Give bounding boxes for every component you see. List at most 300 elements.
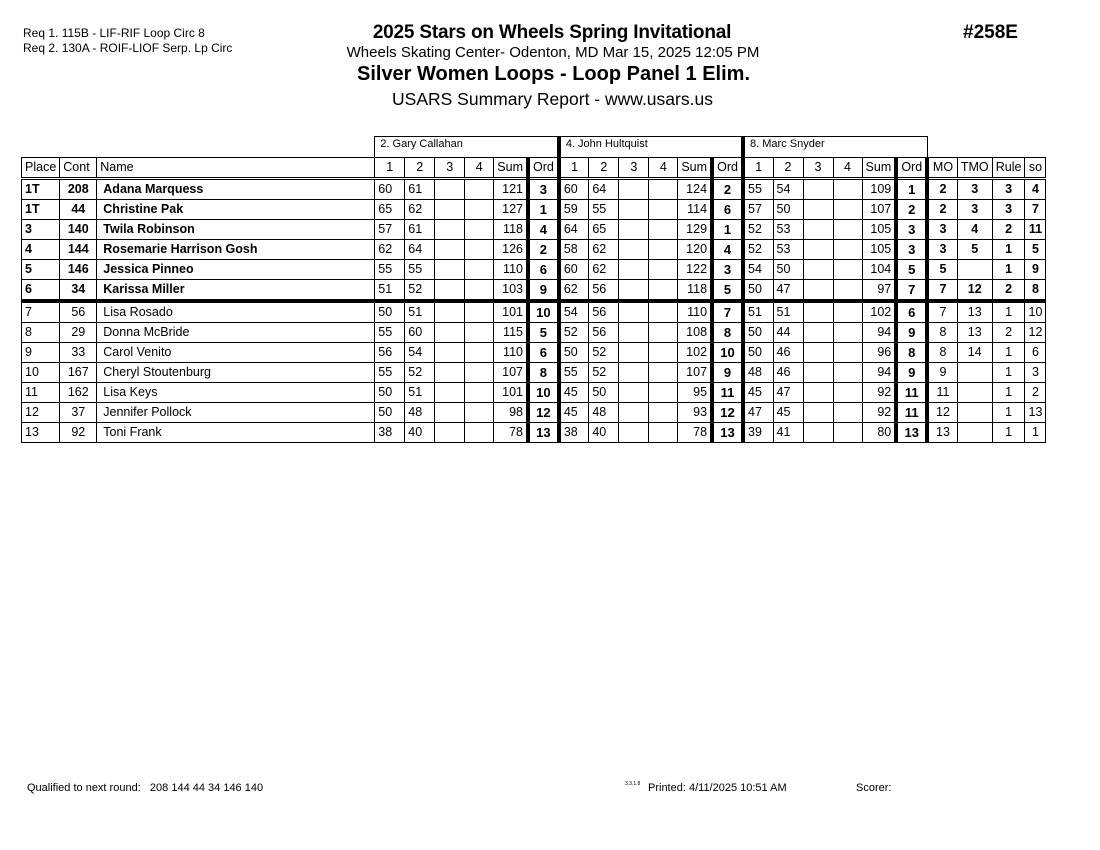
judge1-score-4 xyxy=(465,260,494,280)
table-row xyxy=(22,343,1046,363)
judge3-ordinal: 3 xyxy=(896,240,927,260)
col-judge2-sum: Sum xyxy=(678,158,712,179)
judge3-sum: 94 xyxy=(862,363,896,383)
rule-cell: 1 xyxy=(992,260,1025,280)
judge1-ordinal: 1 xyxy=(528,200,559,220)
judge1-sum: 78 xyxy=(494,423,528,443)
judge3-score-2: 46 xyxy=(773,343,803,363)
judge2-sum: 107 xyxy=(678,363,712,383)
tmo-cell xyxy=(957,363,992,383)
judge1-score-2: 61 xyxy=(405,179,435,200)
blank-cell xyxy=(22,137,375,158)
mo-cell: 8 xyxy=(927,323,957,343)
judge3-ordinal: 3 xyxy=(896,220,927,240)
judge3-score-3 xyxy=(803,343,833,363)
judge2-sum: 102 xyxy=(678,343,712,363)
place-cell: 3 xyxy=(22,220,60,240)
judge3-score-2: 41 xyxy=(773,423,803,443)
judge1-score-2: 61 xyxy=(405,220,435,240)
judge2-score-2: 56 xyxy=(589,280,619,302)
judge2-score-2: 52 xyxy=(589,363,619,383)
judge1-ordinal: 6 xyxy=(528,343,559,363)
judge2-ordinal: 3 xyxy=(712,260,743,280)
tmo-cell: 3 xyxy=(957,179,992,200)
judge3-score-1: 47 xyxy=(743,403,773,423)
judge2-sum: 93 xyxy=(678,403,712,423)
judge3-score-4 xyxy=(833,280,862,302)
judge2-sum: 95 xyxy=(678,383,712,403)
judge3-score-3 xyxy=(803,220,833,240)
judge1-score-1: 51 xyxy=(375,280,405,302)
col-judge2-2: 2 xyxy=(589,158,619,179)
cont-cell: 162 xyxy=(60,383,97,403)
col-judge2-ord: Ord xyxy=(712,158,743,179)
requirement-2: Req 2. 130A - ROIF-LIOF Serp. Lp Circ xyxy=(23,41,233,55)
tmo-cell xyxy=(957,423,992,443)
judge2-score-1: 38 xyxy=(559,423,589,443)
place-cell: 8 xyxy=(22,323,60,343)
tmo-cell xyxy=(957,403,992,423)
table-row xyxy=(22,323,1046,343)
mo-cell: 2 xyxy=(927,179,957,200)
judge3-score-4 xyxy=(833,323,862,343)
judge3-score-3 xyxy=(803,323,833,343)
judge1-sum: 98 xyxy=(494,403,528,423)
judge1-score-3 xyxy=(435,280,465,302)
skater-name-cell: Cheryl Stoutenburg xyxy=(97,363,375,383)
judge1-score-3 xyxy=(435,200,465,220)
cont-cell: 37 xyxy=(60,403,97,423)
tmo-cell: 12 xyxy=(957,280,992,302)
results-body xyxy=(22,137,1046,443)
rule-cell: 1 xyxy=(992,240,1025,260)
judge2-score-2: 55 xyxy=(589,200,619,220)
judge3-score-2: 46 xyxy=(773,363,803,383)
event-name: Silver Women Loops - Loop Panel 1 Elim. xyxy=(356,63,751,85)
judge3-sum: 96 xyxy=(862,343,896,363)
judge3-score-4 xyxy=(833,220,862,240)
judge1-sum: 115 xyxy=(494,323,528,343)
so-cell: 9 xyxy=(1025,260,1046,280)
tmo-cell xyxy=(957,383,992,403)
judge1-ordinal: 8 xyxy=(528,363,559,383)
judge1-score-2: 52 xyxy=(405,280,435,302)
judge2-score-2: 65 xyxy=(589,220,619,240)
judge2-score-1: 62 xyxy=(559,280,589,302)
judge2-sum: 124 xyxy=(678,179,712,200)
judge1-score-1: 38 xyxy=(375,423,405,443)
col-name: Name xyxy=(97,158,375,179)
judge3-score-2: 47 xyxy=(773,280,803,302)
judge2-score-2: 52 xyxy=(589,343,619,363)
so-cell: 4 xyxy=(1025,179,1046,200)
judge2-score-3 xyxy=(619,280,649,302)
judge3-score-1: 52 xyxy=(743,220,773,240)
col-judge2-3: 3 xyxy=(619,158,649,179)
judge3-score-2: 50 xyxy=(773,260,803,280)
judge1-score-1: 62 xyxy=(375,240,405,260)
mo-cell: 11 xyxy=(927,383,957,403)
judge2-sum: 120 xyxy=(678,240,712,260)
judge2-score-4 xyxy=(649,403,678,423)
judge1-score-3 xyxy=(435,301,465,323)
judge3-sum: 92 xyxy=(862,383,896,403)
mo-cell: 12 xyxy=(927,403,957,423)
col-judge1-sum: Sum xyxy=(494,158,528,179)
judge2-score-3 xyxy=(619,383,649,403)
judge3-score-4 xyxy=(833,403,862,423)
tmo-cell: 13 xyxy=(957,301,992,323)
judge1-score-4 xyxy=(465,200,494,220)
judge3-ordinal: 2 xyxy=(896,200,927,220)
judge3-score-4 xyxy=(833,343,862,363)
judge2-ordinal: 13 xyxy=(712,423,743,443)
judge1-score-4 xyxy=(465,179,494,200)
col-tmo: TMO xyxy=(957,158,992,179)
judge1-sum: 118 xyxy=(494,220,528,240)
judge1-sum: 110 xyxy=(494,260,528,280)
blank-cell xyxy=(927,137,1046,158)
table-row xyxy=(22,260,1046,280)
cont-cell: 34 xyxy=(60,280,97,302)
judge3-score-2: 50 xyxy=(773,200,803,220)
so-cell: 6 xyxy=(1025,343,1046,363)
col-judge1-4: 4 xyxy=(465,158,494,179)
judge2-score-1: 50 xyxy=(559,343,589,363)
judge2-ordinal: 4 xyxy=(712,240,743,260)
judge2-score-4 xyxy=(649,280,678,302)
judge2-score-2: 56 xyxy=(589,323,619,343)
judge3-score-1: 50 xyxy=(743,343,773,363)
judge1-sum: 101 xyxy=(494,301,528,323)
skater-name-cell: Karissa Miller xyxy=(97,280,375,302)
judge-header-3: 8. Marc Snyder xyxy=(743,137,927,158)
rule-cell: 1 xyxy=(992,363,1025,383)
judge3-score-1: 39 xyxy=(743,423,773,443)
report-type: USARS Summary Report - www.usars.us xyxy=(392,89,713,109)
table-row xyxy=(22,403,1046,423)
so-cell: 1 xyxy=(1025,423,1046,443)
judge1-score-4 xyxy=(465,403,494,423)
judge1-score-4 xyxy=(465,363,494,383)
judge1-score-3 xyxy=(435,260,465,280)
judge3-score-1: 57 xyxy=(743,200,773,220)
judge1-score-2: 60 xyxy=(405,323,435,343)
judge1-ordinal: 10 xyxy=(528,383,559,403)
judge3-score-1: 54 xyxy=(743,260,773,280)
judge2-score-4 xyxy=(649,363,678,383)
judge1-score-2: 51 xyxy=(405,383,435,403)
judge2-ordinal: 10 xyxy=(712,343,743,363)
judge1-score-4 xyxy=(465,323,494,343)
judge2-score-3 xyxy=(619,260,649,280)
event-name-row xyxy=(0,63,1100,86)
judge2-score-3 xyxy=(619,423,649,443)
judge1-score-2: 54 xyxy=(405,343,435,363)
judge2-score-2: 48 xyxy=(589,403,619,423)
judge2-score-2: 62 xyxy=(589,240,619,260)
place-cell: 4 xyxy=(22,240,60,260)
judge3-score-2: 51 xyxy=(773,301,803,323)
judge1-score-3 xyxy=(435,383,465,403)
scorer-label: Scorer: xyxy=(856,782,892,794)
judge1-score-4 xyxy=(465,423,494,443)
col-mo: MO xyxy=(927,158,957,179)
judge3-score-3 xyxy=(803,280,833,302)
judge1-score-4 xyxy=(465,220,494,240)
col-place: Place xyxy=(22,158,60,179)
place-cell: 1T xyxy=(22,200,60,220)
requirement-1: Req 1. 115B - LIF-RIF Loop Circ 8 xyxy=(23,26,205,40)
col-judge1-1: 1 xyxy=(375,158,405,179)
judge1-ordinal: 2 xyxy=(528,240,559,260)
judge1-score-2: 64 xyxy=(405,240,435,260)
judge3-score-3 xyxy=(803,403,833,423)
col-judge3-1: 1 xyxy=(743,158,773,179)
judge3-sum: 105 xyxy=(862,220,896,240)
judge1-score-2: 48 xyxy=(405,403,435,423)
judge1-sum: 121 xyxy=(494,179,528,200)
judge1-score-1: 65 xyxy=(375,200,405,220)
place-cell: 11 xyxy=(22,383,60,403)
judge2-score-4 xyxy=(649,423,678,443)
col-judge2-4: 4 xyxy=(649,158,678,179)
judge1-score-1: 55 xyxy=(375,363,405,383)
judge1-ordinal: 6 xyxy=(528,260,559,280)
so-cell: 8 xyxy=(1025,280,1046,302)
judge2-score-4 xyxy=(649,179,678,200)
judge1-score-3 xyxy=(435,240,465,260)
mo-cell: 7 xyxy=(927,301,957,323)
judge3-score-2: 53 xyxy=(773,240,803,260)
judge1-score-4 xyxy=(465,383,494,403)
judge3-score-4 xyxy=(833,301,862,323)
venue-line: Wheels Skating Center- Odenton, MD Mar 15, 2025 12:05 PM xyxy=(346,44,760,61)
judge2-score-1: 45 xyxy=(559,403,589,423)
judge2-score-3 xyxy=(619,323,649,343)
judge2-score-4 xyxy=(649,220,678,240)
skater-name-cell: Twila Robinson xyxy=(97,220,375,240)
venue-row xyxy=(0,44,1100,61)
tmo-cell: 5 xyxy=(957,240,992,260)
judge3-sum: 80 xyxy=(862,423,896,443)
rule-cell: 1 xyxy=(992,403,1025,423)
judge1-sum: 107 xyxy=(494,363,528,383)
judge3-score-3 xyxy=(803,179,833,200)
judge2-score-4 xyxy=(649,200,678,220)
rule-cell: 1 xyxy=(992,343,1025,363)
judge2-score-1: 58 xyxy=(559,240,589,260)
judge3-score-2: 53 xyxy=(773,220,803,240)
so-cell: 12 xyxy=(1025,323,1046,343)
judge1-score-1: 50 xyxy=(375,301,405,323)
rule-cell: 2 xyxy=(992,220,1025,240)
cont-cell: 146 xyxy=(60,260,97,280)
judge3-sum: 107 xyxy=(862,200,896,220)
judges-header-row xyxy=(22,137,1046,158)
results-table xyxy=(21,136,1046,443)
tmo-cell: 13 xyxy=(957,323,992,343)
judge2-ordinal: 8 xyxy=(712,323,743,343)
judge2-score-1: 60 xyxy=(559,260,589,280)
event-title: 2025 Stars on Wheels Spring Invitational xyxy=(372,22,732,43)
judge1-ordinal: 10 xyxy=(528,301,559,323)
judge1-score-1: 55 xyxy=(375,323,405,343)
printed-timestamp: Printed: 4/11/2025 10:51 AM xyxy=(648,782,787,794)
judge1-score-3 xyxy=(435,343,465,363)
judge2-sum: 78 xyxy=(678,423,712,443)
col-cont: Cont xyxy=(60,158,97,179)
table-row xyxy=(22,200,1046,220)
so-cell: 3 xyxy=(1025,363,1046,383)
so-cell: 11 xyxy=(1025,220,1046,240)
judge3-ordinal: 7 xyxy=(896,280,927,302)
judge2-score-3 xyxy=(619,220,649,240)
mo-cell: 8 xyxy=(927,343,957,363)
judge3-score-2: 44 xyxy=(773,323,803,343)
col-judge3-2: 2 xyxy=(773,158,803,179)
judge-header-1: 2. Gary Callahan xyxy=(375,137,559,158)
judge2-score-1: 64 xyxy=(559,220,589,240)
judge3-score-4 xyxy=(833,260,862,280)
skater-name-cell: Donna McBride xyxy=(97,323,375,343)
rule-cell: 2 xyxy=(992,323,1025,343)
judge2-score-4 xyxy=(649,301,678,323)
skater-name-cell: Toni Frank xyxy=(97,423,375,443)
skater-name-cell: Jennifer Pollock xyxy=(97,403,375,423)
judge-header-2: 4. John Hultquist xyxy=(559,137,743,158)
place-cell: 6 xyxy=(22,280,60,302)
judge1-score-2: 55 xyxy=(405,260,435,280)
table-row xyxy=(22,280,1046,302)
skater-name-cell: Rosemarie Harrison Gosh xyxy=(97,240,375,260)
judge3-score-1: 51 xyxy=(743,301,773,323)
judge1-score-3 xyxy=(435,423,465,443)
judge1-score-2: 52 xyxy=(405,363,435,383)
judge2-ordinal: 11 xyxy=(712,383,743,403)
cont-cell: 208 xyxy=(60,179,97,200)
col-rule: Rule xyxy=(992,158,1025,179)
col-judge3-sum: Sum xyxy=(862,158,896,179)
judge1-score-3 xyxy=(435,220,465,240)
judge3-score-3 xyxy=(803,383,833,403)
mo-cell: 7 xyxy=(927,280,957,302)
judge1-sum: 110 xyxy=(494,343,528,363)
judge2-ordinal: 2 xyxy=(712,179,743,200)
skater-name-cell: Jessica Pinneo xyxy=(97,260,375,280)
judge3-score-4 xyxy=(833,240,862,260)
judge3-score-4 xyxy=(833,363,862,383)
place-cell: 9 xyxy=(22,343,60,363)
report-id: #258E xyxy=(963,22,1018,43)
judge2-sum: 114 xyxy=(678,200,712,220)
judge1-ordinal: 3 xyxy=(528,179,559,200)
rule-cell: 1 xyxy=(992,301,1025,323)
so-cell: 5 xyxy=(1025,240,1046,260)
event-title-row xyxy=(0,22,1100,44)
table-row xyxy=(22,363,1046,383)
judge3-score-4 xyxy=(833,200,862,220)
col-judge2-1: 1 xyxy=(559,158,589,179)
qualified-footer xyxy=(27,782,263,794)
judge1-score-1: 57 xyxy=(375,220,405,240)
qualified-label: Qualified to next round: xyxy=(27,782,141,794)
cont-cell: 144 xyxy=(60,240,97,260)
judge2-ordinal: 5 xyxy=(712,280,743,302)
judge3-score-3 xyxy=(803,260,833,280)
cont-cell: 92 xyxy=(60,423,97,443)
judge3-score-4 xyxy=(833,179,862,200)
judge2-score-1: 45 xyxy=(559,383,589,403)
judge3-score-3 xyxy=(803,301,833,323)
judge1-sum: 126 xyxy=(494,240,528,260)
judge3-score-3 xyxy=(803,240,833,260)
col-judge1-3: 3 xyxy=(435,158,465,179)
judge3-score-4 xyxy=(833,383,862,403)
table-row xyxy=(22,383,1046,403)
judge3-ordinal: 9 xyxy=(896,323,927,343)
cont-cell: 56 xyxy=(60,301,97,323)
judge1-score-3 xyxy=(435,323,465,343)
mo-cell: 2 xyxy=(927,200,957,220)
judge1-score-4 xyxy=(465,301,494,323)
cont-cell: 44 xyxy=(60,200,97,220)
judge3-score-4 xyxy=(833,423,862,443)
judge2-score-4 xyxy=(649,260,678,280)
judge1-score-2: 51 xyxy=(405,301,435,323)
judge3-score-3 xyxy=(803,200,833,220)
so-cell: 13 xyxy=(1025,403,1046,423)
judge1-score-4 xyxy=(465,240,494,260)
col-judge1-2: 2 xyxy=(405,158,435,179)
judge2-score-3 xyxy=(619,343,649,363)
judge1-sum: 103 xyxy=(494,280,528,302)
tmo-cell: 14 xyxy=(957,343,992,363)
table-row xyxy=(22,301,1046,323)
judge3-ordinal: 11 xyxy=(896,403,927,423)
judge3-score-1: 50 xyxy=(743,323,773,343)
place-cell: 7 xyxy=(22,301,60,323)
rule-cell: 1 xyxy=(992,423,1025,443)
judge2-score-2: 62 xyxy=(589,260,619,280)
judge3-score-1: 45 xyxy=(743,383,773,403)
judge1-sum: 101 xyxy=(494,383,528,403)
judge2-score-3 xyxy=(619,301,649,323)
judge1-score-3 xyxy=(435,403,465,423)
place-cell: 1T xyxy=(22,179,60,200)
rule-cell: 3 xyxy=(992,179,1025,200)
judge1-score-2: 62 xyxy=(405,200,435,220)
judge1-score-4 xyxy=(465,280,494,302)
judge2-score-1: 55 xyxy=(559,363,589,383)
judge3-score-2: 45 xyxy=(773,403,803,423)
mo-cell: 13 xyxy=(927,423,957,443)
judge2-sum: 118 xyxy=(678,280,712,302)
judge1-score-1: 55 xyxy=(375,260,405,280)
judge3-score-2: 47 xyxy=(773,383,803,403)
judge2-score-2: 40 xyxy=(589,423,619,443)
cont-cell: 33 xyxy=(60,343,97,363)
judge3-ordinal: 5 xyxy=(896,260,927,280)
judge1-ordinal: 4 xyxy=(528,220,559,240)
judge1-score-4 xyxy=(465,343,494,363)
skater-name-cell: Adana Marquess xyxy=(97,179,375,200)
judge2-score-4 xyxy=(649,240,678,260)
rule-cell: 1 xyxy=(992,383,1025,403)
col-so: so xyxy=(1025,158,1046,179)
judge2-score-1: 59 xyxy=(559,200,589,220)
judge1-score-3 xyxy=(435,179,465,200)
